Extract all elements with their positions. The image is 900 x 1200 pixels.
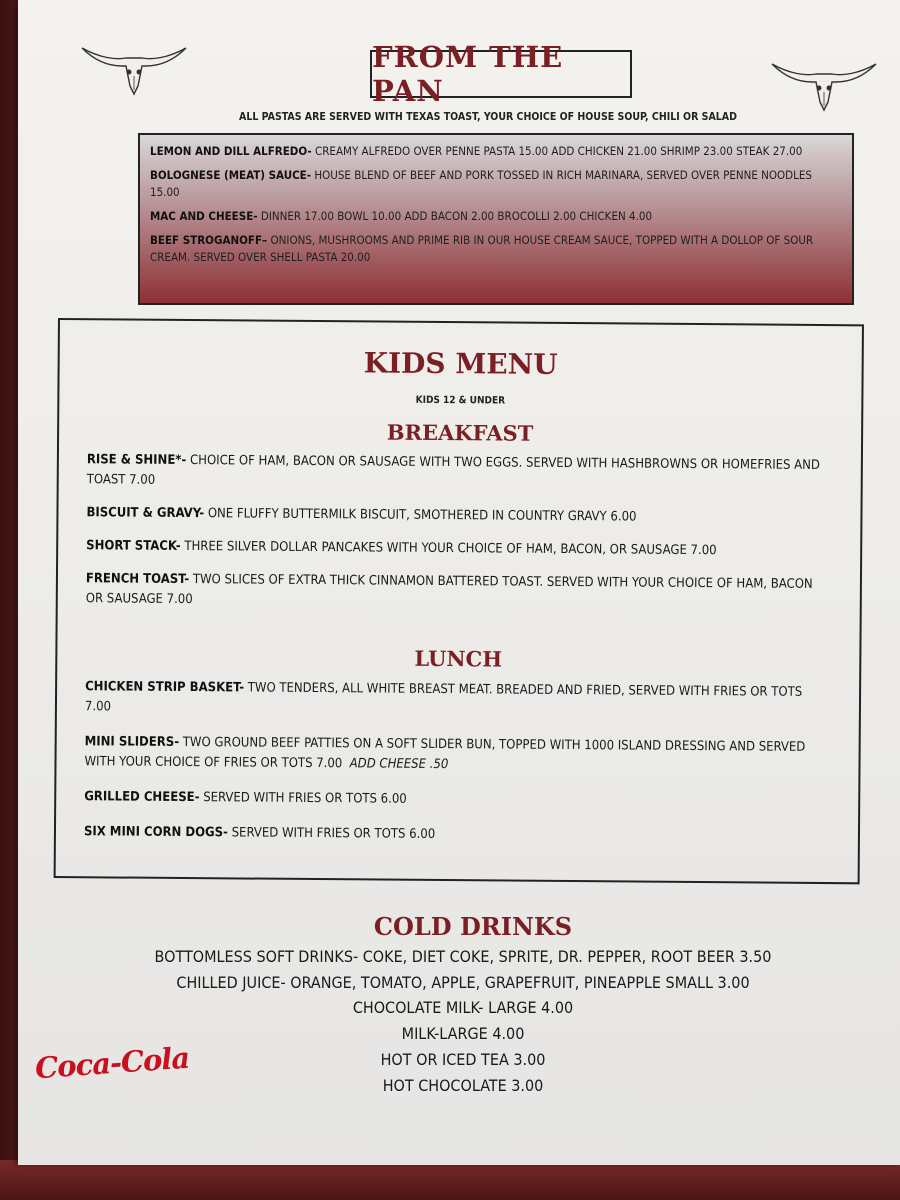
item-name: FRENCH TOAST- bbox=[85, 571, 190, 588]
item-description: SERVED WITH FRIES OR TOTS 6.00 bbox=[227, 825, 436, 842]
item-name: GRILLED CHEESE- bbox=[84, 789, 200, 806]
item-name: MAC AND CHEESE- bbox=[150, 209, 258, 223]
item-description: SERVED WITH FRIES OR TOTS 6.00 bbox=[199, 790, 407, 807]
drink-line: CHILLED JUICE- ORANGE, TOMATO, APPLE, GRAPEFRUIT, PINEAPPLE SMALL 3.00 bbox=[176, 972, 750, 992]
item-name: SHORT STACK- bbox=[86, 538, 181, 554]
breakfast-heading: BREAKFAST bbox=[386, 419, 534, 446]
item-description: TWO TENDERS, ALL WHITE BREAST MEAT. BREADED AND FRIED, SERVED WITH FRIES OR TOTS 7.00 bbox=[84, 680, 803, 715]
menu-item bbox=[84, 732, 824, 778]
item-description: TWO GROUND BEEF PATTIES ON A SOFT SLIDER BUN, TOPPED WITH 1000 ISLAND DRESSING AND SERVED WITH YOUR CHOICE OF FRIES OR TOTS 7.00 bbox=[84, 734, 806, 772]
cold-drinks-heading: COLD DRINKS bbox=[373, 912, 573, 941]
item-name: BOLOGNESE (MEAT) SAUCE- bbox=[150, 168, 312, 182]
item-description: TWO SLICES OF EXTRA THICK CINNAMON BATTERED TOAST. SERVED WITH YOUR CHOICE OF HAM, BACON OR SAUSAGE 7.00 bbox=[85, 572, 813, 608]
longhorn-skull-icon bbox=[80, 42, 188, 102]
item-description: DINNER 17.00 BOWL 10.00 ADD BACON 2.00 BROCOLLI 2.00 CHICKEN 4.00 bbox=[257, 209, 653, 223]
menu-item bbox=[85, 677, 825, 723]
item-description: CHOICE OF HAM, BACON OR SAUSAGE WITH TWO EGGS. SERVED WITH HASHBROWNS OR HOMEFRIES AND TOAST 7.00 bbox=[86, 453, 821, 488]
drink-line: HOT OR ICED TEA 3.00 bbox=[380, 1049, 546, 1069]
kids-menu-subtitle: KIDS 12 & UNDER bbox=[415, 394, 506, 407]
item-name: LEMON AND DILL ALFREDO- bbox=[150, 144, 312, 158]
menu-item bbox=[84, 822, 824, 848]
lunch-heading: LUNCH bbox=[414, 645, 503, 672]
from-the-pan-title-box bbox=[370, 40, 632, 108]
menu-item bbox=[150, 143, 842, 160]
leather-cover-bottom bbox=[0, 1160, 900, 1200]
item-description: THREE SILVER DOLLAR PANCAKES WITH YOUR CHOICE OF HAM, BACON, OR SAUSAGE 7.00 bbox=[180, 538, 717, 559]
menu-item bbox=[86, 536, 826, 562]
menu-item bbox=[86, 503, 826, 529]
longhorn-skull-icon bbox=[770, 58, 878, 118]
drink-line: HOT CHOCOLATE 3.00 bbox=[382, 1075, 544, 1095]
menu-item bbox=[87, 450, 827, 496]
item-description: ONIONS, MUSHROOMS AND PRIME RIB IN OUR HOUSE CREAM SAUCE, TOPPED WITH A DOLLOP OF SOUR CREAM. SERVED OVER SHELL PASTA 20.00 bbox=[150, 233, 814, 264]
menu-page bbox=[18, 0, 900, 1165]
item-name: BEEF STROGANOFF– bbox=[150, 233, 268, 247]
menu-item bbox=[150, 167, 842, 201]
drink-line: MILK-LARGE 4.00 bbox=[401, 1024, 525, 1044]
item-name: BISCUIT & GRAVY- bbox=[86, 505, 205, 522]
item-description: CREAMY ALFREDO OVER PENNE PASTA 15.00 ADD CHICKEN 21.00 SHRIMP 23.00 STEAK 27.00 bbox=[311, 144, 803, 158]
item-name: MINI SLIDERS- bbox=[84, 734, 180, 750]
menu-item bbox=[150, 232, 842, 266]
pasta-items-box bbox=[138, 133, 854, 305]
drink-line: CHOCOLATE MILK- LARGE 4.00 bbox=[352, 998, 574, 1018]
menu-item bbox=[86, 569, 826, 615]
breakfast-items bbox=[86, 450, 827, 628]
drink-line: BOTTOMLESS SOFT DRINKS- COKE, DIET COKE, SPRITE, DR. PEPPER, ROOT BEER 3.50 bbox=[154, 947, 772, 966]
menu-item bbox=[150, 208, 842, 225]
menu-item bbox=[84, 787, 824, 813]
item-name: CHICKEN STRIP BASKET- bbox=[85, 679, 245, 696]
item-name: RISE & SHINE*- bbox=[86, 452, 187, 469]
pasta-note: ALL PASTAS ARE SERVED WITH TEXAS TOAST, YOUR CHOICE OF HOUSE SOUP, CHILI OR SALAD bbox=[239, 111, 737, 123]
from-the-pan-title: FROM THE PAN bbox=[372, 40, 564, 108]
item-name: SIX MINI CORN DOGS- bbox=[83, 824, 229, 841]
lunch-items bbox=[84, 677, 825, 863]
item-description: HOUSE BLEND OF BEEF AND PORK TOSSED IN RICH MARINARA, SERVED OVER PENNE NOODLES 15.00 bbox=[150, 168, 813, 199]
kids-menu-box bbox=[54, 318, 864, 884]
kids-menu-title: KIDS MENU bbox=[363, 346, 558, 381]
item-description: ONE FLUFFY BUTTERMILK BISCUIT, SMOTHERED IN COUNTRY GRAVY 6.00 bbox=[204, 506, 637, 525]
add-cheese-note: ADD CHEESE .50 bbox=[349, 756, 449, 773]
coca-cola-logo: Coca-Cola bbox=[34, 1040, 191, 1086]
